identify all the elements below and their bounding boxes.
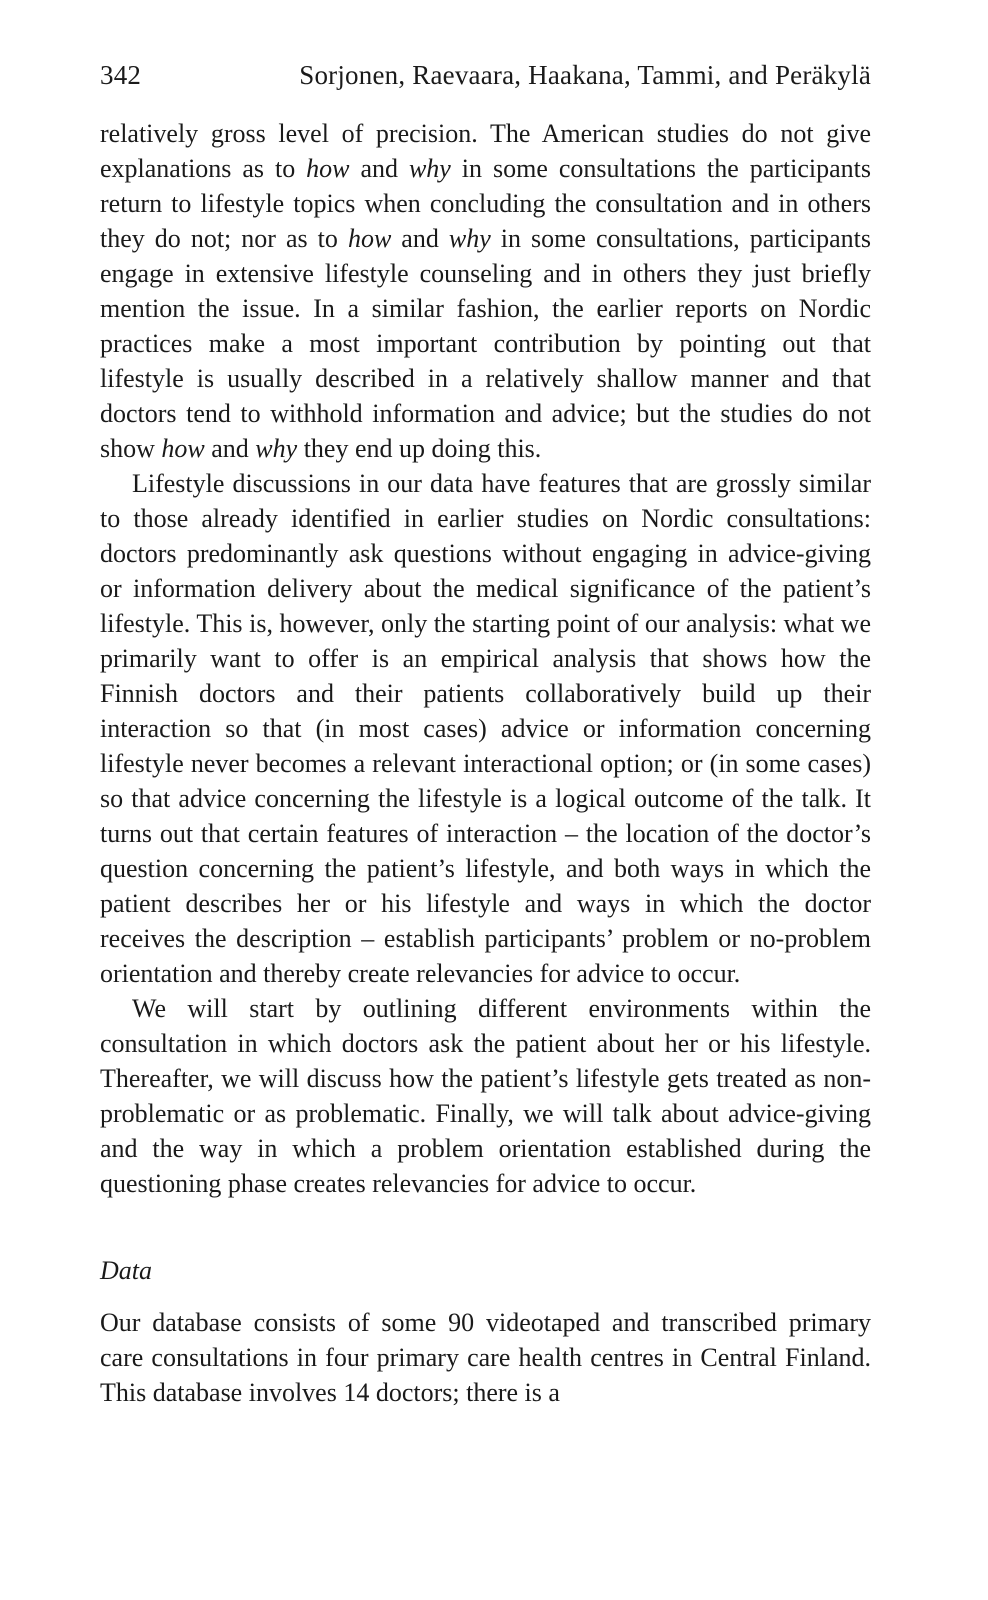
- emphasis-why: why: [408, 154, 451, 183]
- paragraph-3: We will start by outlining different environments within the consultation in which doctors ask the patient about her or his lifestyle. Thereafter, we will discuss how the patient’s lifestyle gets treated as non-problematic or as problematic. Finally, we will talk about advice-giving and the way in which a problem orientation established during the questioning phase creates relevancies for advice to occur.: [100, 994, 871, 1198]
- paragraph-1-text-3: in some consultations the participants return to lifestyle topics when concluding the consultation and in others they do not; nor as to: [100, 154, 871, 253]
- section-body: [100, 1305, 871, 1410]
- paragraph-1-text-2: and: [349, 154, 409, 183]
- running-head-authors: Sorjonen, Raevaara, Haakana, Tammi, and Peräkylä: [299, 60, 871, 90]
- page-number: 342: [100, 60, 142, 90]
- emphasis-how: how: [161, 434, 205, 463]
- paragraph-1: [100, 116, 871, 466]
- emphasis-why: why: [448, 224, 491, 253]
- paragraph-1-text-7: they end up doing this.: [297, 434, 542, 463]
- emphasis-why: why: [255, 434, 298, 463]
- paragraph-1-text-6: and: [204, 434, 256, 463]
- page: [100, 60, 871, 1410]
- running-header: [100, 60, 871, 100]
- paragraph-1-text-4: and: [391, 224, 449, 253]
- paragraph-4: Our database consists of some 90 videotaped and transcribed primary care consultations in four primary care health centres in Central Finland. This database involves 14 doctors; there is a: [100, 1308, 871, 1407]
- paragraph-1-text-5: in some consultations, participants engage in extensive lifestyle counseling and in others they just briefly mention the issue. In a similar fashion, the earlier reports on Nordic practices make a most important contribution by pointing out that lifestyle is usually described in a relatively shallow manner and that doctors tend to withhold information and advice; but the studies do not show: [100, 224, 872, 463]
- paragraph-1-text-1: relatively gross level of precision. The American studies do not give explanations as to: [100, 119, 871, 183]
- body-text: [100, 116, 871, 1201]
- section-heading-data: Data: [100, 1256, 152, 1285]
- emphasis-how: how: [306, 154, 350, 183]
- paragraph-2: Lifestyle discussions in our data have features that are grossly similar to those already identified in earlier studies on Nordic consultations: doctors predominantly ask questions without engaging in advice-giving or information delivery about the medical significance of the patient’s lifestyle. This is, however, only the starting point of our analysis: what we primarily want to offer is an empirical analysis that shows how the Finnish doctors and their patients collaboratively build up their interaction so that (in most cases) advice or information concerning lifestyle never becomes a relevant interactional option; or (in some cases) so that advice concerning the lifestyle is a logical outcome of the talk. It turns out that certain features of interaction – the location of the doctor’s question concerning the patient’s lifestyle, and both ways in which the patient describes her or his lifestyle and ways in which the doctor receives the description – establish participants’ problem or no-problem orientation and thereby create relevancies for advice to occur.: [100, 469, 871, 988]
- emphasis-how: how: [347, 224, 392, 253]
